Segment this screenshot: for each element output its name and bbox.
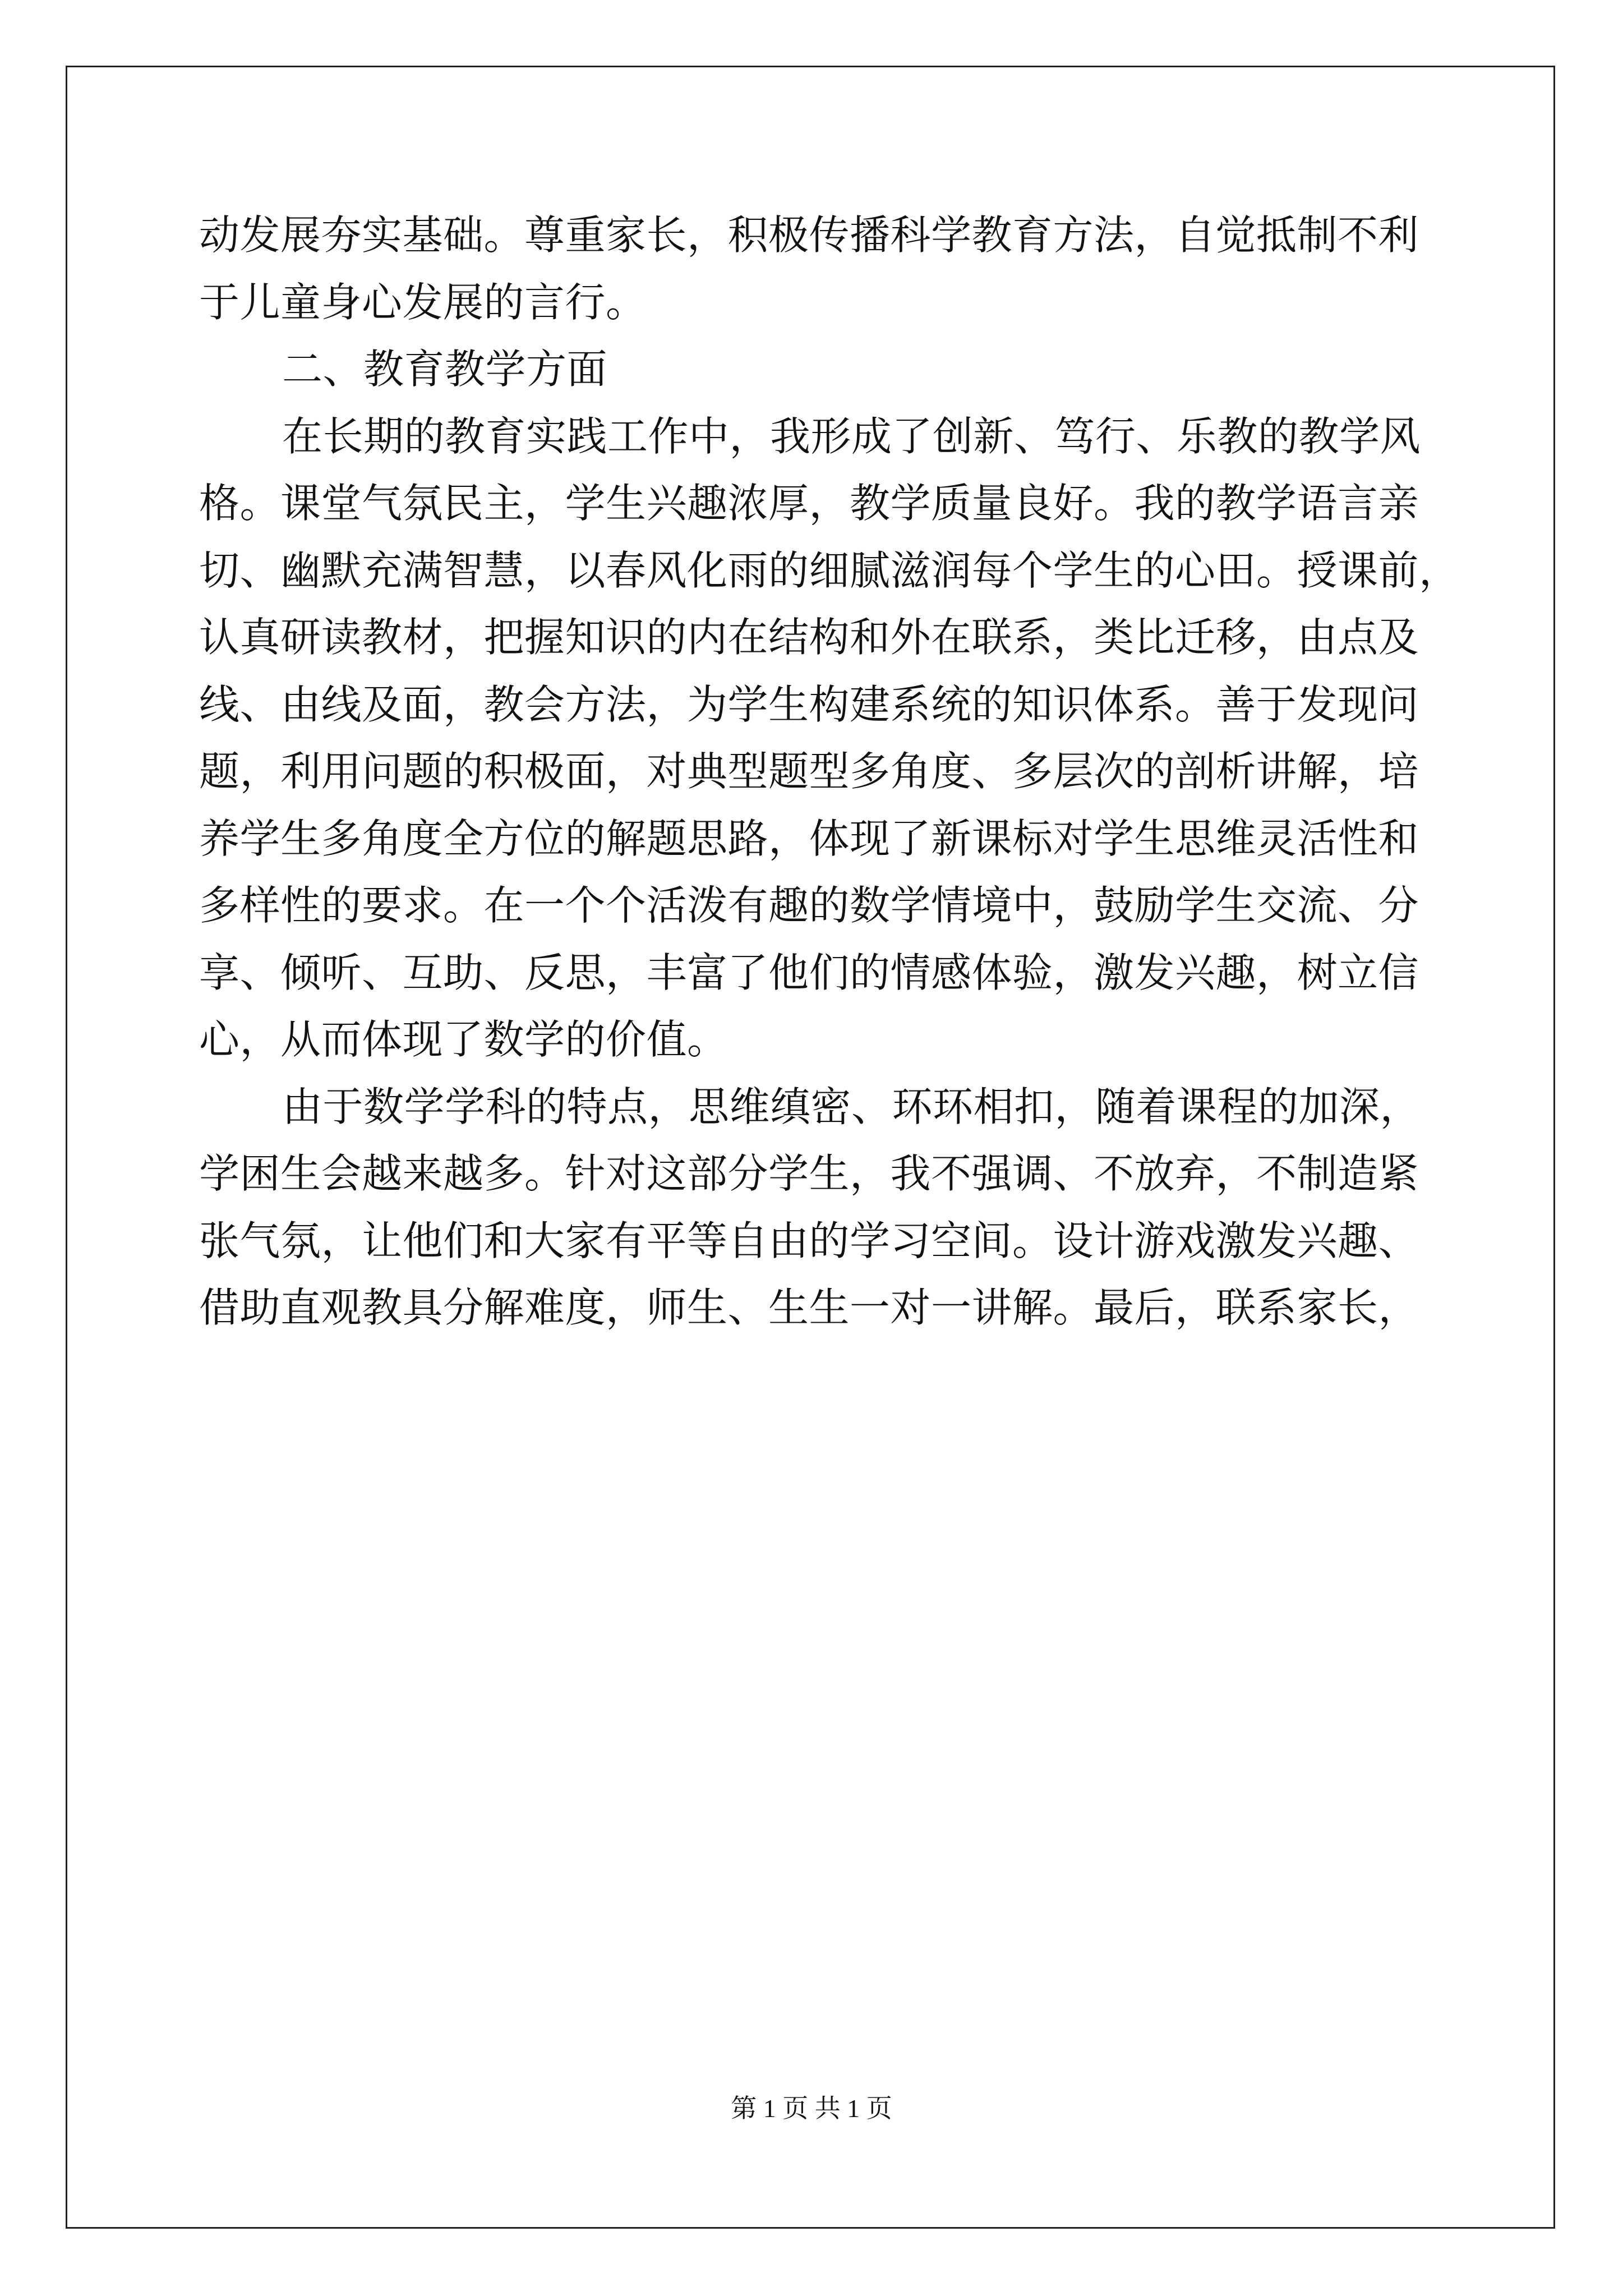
document-body [199,202,1460,1342]
text-line: 于儿童身心发展的言行。 [199,278,647,326]
text-line: 认真研读教材，把握知识的内在结构和外在联系，类比迁移，由点及 [199,614,1419,661]
text-line: 学困生会越来越多。针对这部分学生，我不强调、不放弃，不制造紧 [199,1150,1419,1197]
text-line: 格。课堂气氛民主，学生兴趣浓厚，教学质量良好。我的教学语言亲 [199,480,1419,527]
text-line: 动发展夯实基础。尊重家长，积极传播科学教育方法，自觉抵制不利 [199,211,1419,259]
text-line: 切、幽默充满智慧，以春风化雨的细腻滋润每个学生的心田。授课前， [199,546,1460,594]
text-line: 由于数学学科的特点，思维缜密、环环相扣，随着课程的加深， [282,1083,1421,1130]
section-heading: 二、教育教学方面 [282,346,608,393]
text-line: 养学生多角度全方位的解题思路，体现了新课标对学生思维灵活性和 [199,815,1419,862]
text-line: 享、倾听、互助、反思，丰富了他们的情感体验，激发兴趣，树立信 [199,949,1419,996]
text-line: 张气氛，让他们和大家有平等自由的学习空间。设计游戏激发兴趣、 [199,1217,1419,1264]
text-line: 多样性的要求。在一个个活泼有趣的数学情境中，鼓励学生交流、分 [199,882,1419,929]
text-line: 借助直观教具分解难度，师生、生生一对一讲解。最后，联系家长， [199,1284,1419,1331]
text-line: 线、由线及面，教会方法，为学生构建系统的知识体系。善于发现问 [199,680,1419,728]
page-footer: 第 1 页 共 1 页 [731,2094,892,2123]
text-line: 心，从而体现了数学的价值。 [199,1016,728,1063]
text-line: 在长期的教育实践工作中，我形成了创新、笃行、乐教的教学风 [282,412,1421,460]
text-line: 题，利用问题的积极面，对典型题型多角度、多层次的剖析讲解，培 [199,748,1419,795]
